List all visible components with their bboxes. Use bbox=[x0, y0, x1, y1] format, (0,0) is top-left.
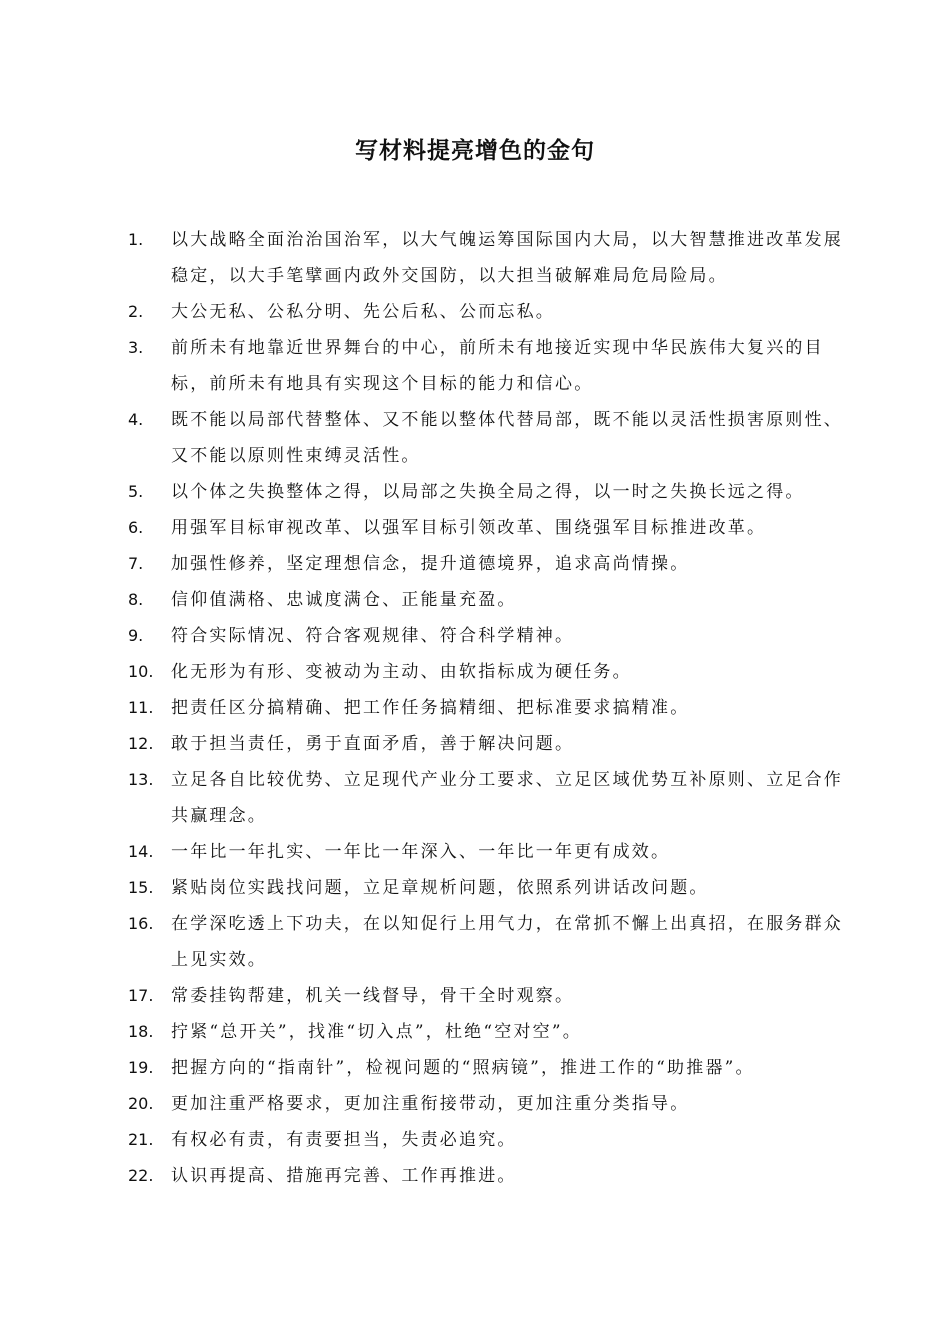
list-item bbox=[128, 1122, 848, 1158]
list-item bbox=[128, 546, 848, 582]
list-item bbox=[128, 834, 848, 870]
item-number: 15. bbox=[128, 878, 154, 897]
item-text: 立足各自比较优势、立足现代产业分工要求、立足区域优势互补原则、立足合作共赢理念。 bbox=[171, 770, 843, 826]
quote-list bbox=[128, 222, 848, 1194]
item-number: 11. bbox=[128, 698, 154, 717]
list-item bbox=[128, 222, 848, 294]
item-number: 9. bbox=[128, 626, 144, 645]
item-text: 化无形为有形、变被动为主动、由软指标成为硬任务。 bbox=[171, 662, 632, 682]
item-number: 6. bbox=[128, 518, 144, 537]
list-item bbox=[128, 690, 848, 726]
item-text: 信仰值满格、忠诚度满仓、正能量充盈。 bbox=[171, 590, 517, 610]
item-text: 符合实际情况、符合客观规律、符合科学精神。 bbox=[171, 626, 575, 646]
item-text: 紧贴岗位实践找问题，立足章规析问题，依照系列讲话改问题。 bbox=[171, 878, 709, 898]
item-number: 8. bbox=[128, 590, 144, 609]
item-text: 一年比一年扎实、一年比一年深入、一年比一年更有成效。 bbox=[171, 842, 671, 862]
list-item bbox=[128, 978, 848, 1014]
item-text: 把握方向的“指南针”，检视问题的“照病镜”，推进工作的“助推器”。 bbox=[171, 1058, 755, 1078]
list-item bbox=[128, 726, 848, 762]
item-number: 16. bbox=[128, 914, 154, 933]
item-number: 13. bbox=[128, 770, 154, 789]
item-text: 更加注重严格要求，更加注重衔接带动，更加注重分类指导。 bbox=[171, 1094, 690, 1114]
item-number: 7. bbox=[128, 554, 144, 573]
item-text: 用强军目标审视改革、以强军目标引领改革、围绕强军目标推进改革。 bbox=[171, 518, 767, 538]
list-item bbox=[128, 1014, 848, 1050]
list-item bbox=[128, 474, 848, 510]
list-item bbox=[128, 1050, 848, 1086]
item-number: 21. bbox=[128, 1130, 154, 1149]
item-text: 前所未有地靠近世界舞台的中心，前所未有地接近实现中华民族伟大复兴的目标，前所未有地具有实现这个目标的能力和信心。 bbox=[171, 338, 824, 394]
list-item bbox=[128, 1158, 848, 1194]
item-text: 把责任区分搞精确、把工作任务搞精细、把标准要求搞精准。 bbox=[171, 698, 690, 718]
item-text: 有权必有责，有责要担当，失责必追究。 bbox=[171, 1130, 517, 1150]
item-number: 5. bbox=[128, 482, 144, 501]
item-number: 19. bbox=[128, 1058, 154, 1077]
item-number: 3. bbox=[128, 338, 144, 357]
item-text: 敢于担当责任，勇于直面矛盾，善于解决问题。 bbox=[171, 734, 575, 754]
item-number: 14. bbox=[128, 842, 154, 861]
list-item bbox=[128, 870, 848, 906]
page-title: 写材料提亮增色的金句 bbox=[355, 137, 595, 164]
item-number: 12. bbox=[128, 734, 154, 753]
item-text: 既不能以局部代替整体、又不能以整体代替局部，既不能以灵活性损害原则性、又不能以原则性束缚灵活性。 bbox=[171, 410, 843, 466]
item-number: 1. bbox=[128, 230, 144, 249]
item-number: 10. bbox=[128, 662, 154, 681]
list-item bbox=[128, 402, 848, 474]
item-text: 在学深吃透上下功夫，在以知促行上用气力，在常抓不懈上出真招，在服务群众上见实效。 bbox=[171, 914, 843, 970]
list-item bbox=[128, 330, 848, 402]
item-text: 拧紧“总开关”，找准“切入点”，杜绝“空对空”。 bbox=[171, 1022, 582, 1042]
item-number: 22. bbox=[128, 1166, 154, 1185]
list-item bbox=[128, 510, 848, 546]
item-text: 以个体之失换整体之得，以局部之失换全局之得，以一时之失换长远之得。 bbox=[171, 482, 805, 502]
list-item bbox=[128, 762, 848, 834]
item-text: 大公无私、公私分明、先公后私、公而忘私。 bbox=[171, 302, 555, 322]
item-number: 4. bbox=[128, 410, 144, 429]
item-text: 以大战略全面治治国治军，以大气魄运筹国际国内大局，以大智慧推进改革发展稳定，以大手笔擘画内政外交国防，以大担当破解难局危局险局。 bbox=[171, 230, 843, 286]
item-text: 常委挂钩帮建，机关一线督导，骨干全时观察。 bbox=[171, 986, 575, 1006]
list-item bbox=[128, 1086, 848, 1122]
list-item bbox=[128, 654, 848, 690]
item-text: 认识再提高、措施再完善、工作再推进。 bbox=[171, 1166, 517, 1186]
list-item bbox=[128, 906, 848, 978]
item-number: 17. bbox=[128, 986, 154, 1005]
item-number: 18. bbox=[128, 1022, 154, 1041]
item-number: 20. bbox=[128, 1094, 154, 1113]
list-item bbox=[128, 294, 848, 330]
item-text: 加强性修养，坚定理想信念，提升道德境界，追求高尚情操。 bbox=[171, 554, 690, 574]
item-number: 2. bbox=[128, 302, 144, 321]
list-item bbox=[128, 618, 848, 654]
list-item bbox=[128, 582, 848, 618]
